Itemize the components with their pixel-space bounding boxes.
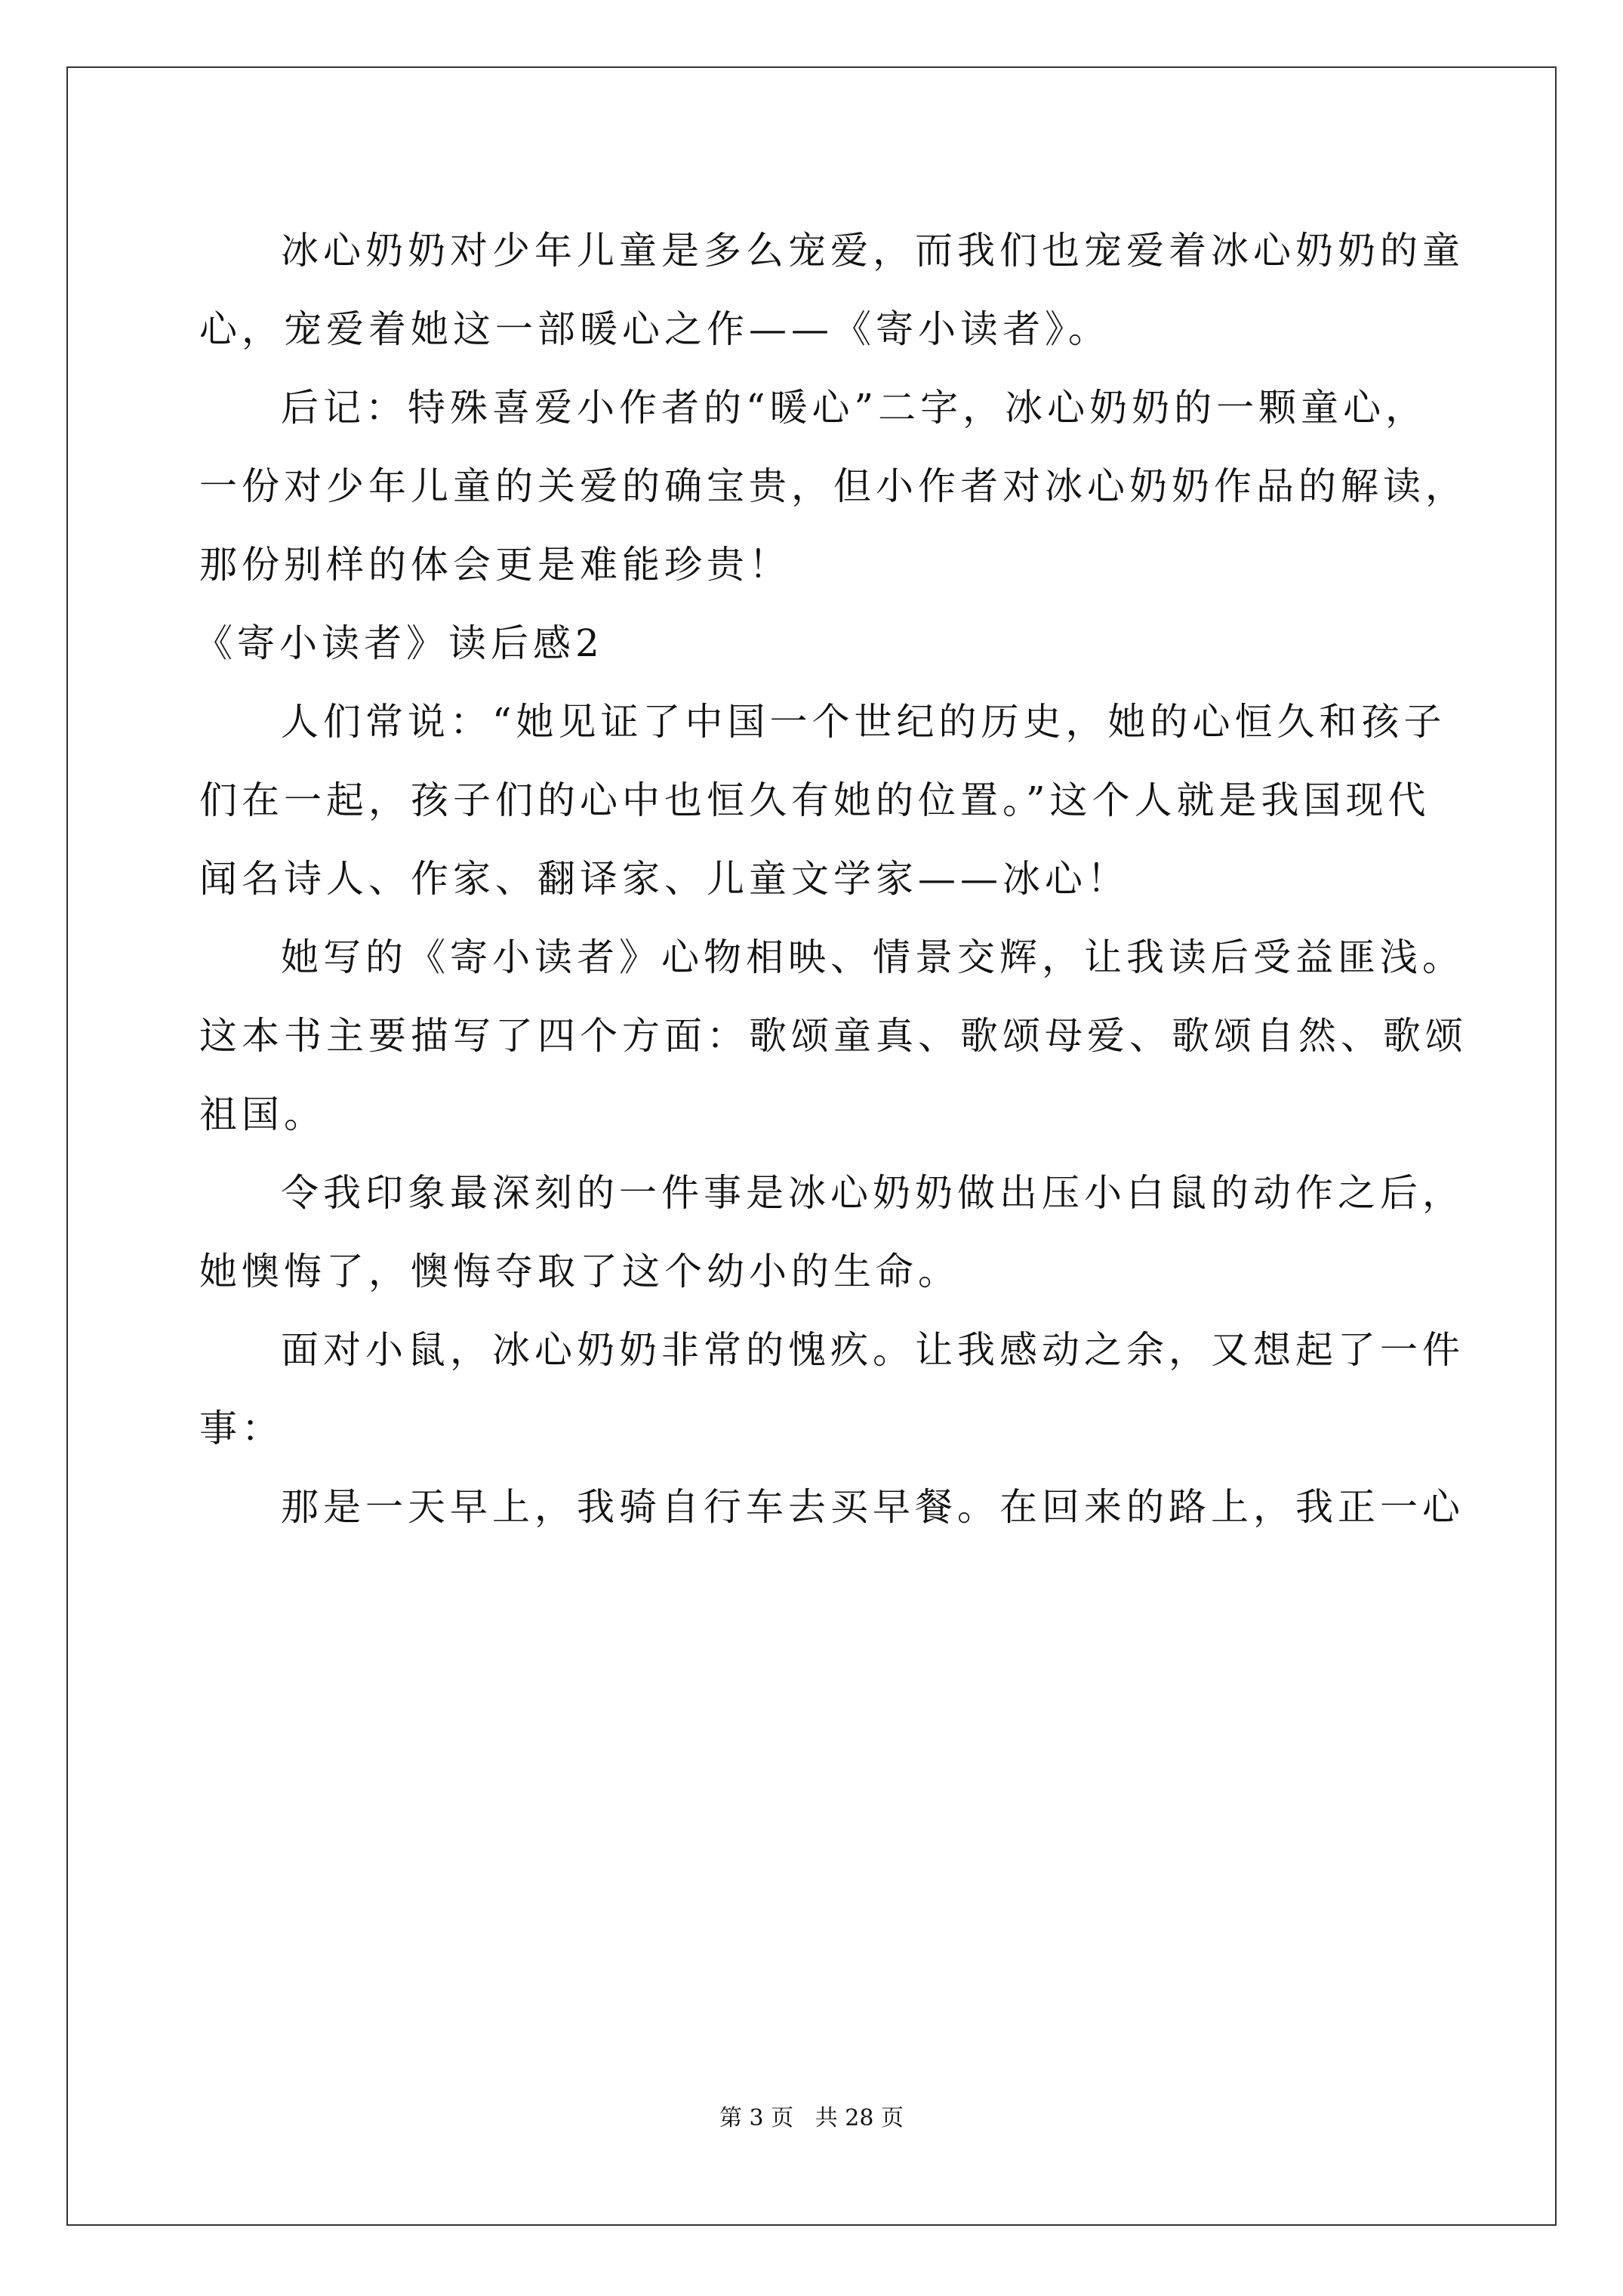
- text-line: 人们常说：“她见证了中国一个世纪的历史，她的心恒久和孩子: [281, 700, 1446, 744]
- text-line: 这本书主要描写了四个方面：歌颂童真、歌颂母爱、歌颂自然、歌颂: [199, 1014, 1467, 1058]
- text-line: 祖国。: [199, 1093, 326, 1136]
- text-line: 闻名诗人、作家、翻译家、儿童文学家——冰心！: [199, 857, 1129, 901]
- text-line: 们在一起，孩子们的心中也恒久有她的位置。”这个人就是我国现代: [199, 778, 1431, 822]
- text-line: 一份对少年儿童的关爱的确宝贵，但小作者对冰心奶奶作品的解读，: [199, 464, 1467, 508]
- document-body: [195, 211, 1467, 1546]
- text-line: 面对小鼠，冰心奶奶非常的愧疚。让我感动之余，又想起了一件: [281, 1328, 1464, 1372]
- page-number-footer: 第 3 页 共 28 页: [719, 2105, 904, 2131]
- text-line: 那份别样的体会更是难能珍贵！: [199, 543, 791, 587]
- text-line: 她懊悔了，懊悔夺取了这个幼小的生命。: [199, 1250, 960, 1293]
- text-line: 后记：特殊喜爱小作者的“暖心”二字，冰心奶奶的一颗童心，: [281, 386, 1428, 430]
- text-line: 冰心奶奶对少年儿童是多么宠爱，而我们也宠爱着冰心奶奶的童: [281, 229, 1464, 273]
- text-line: 心，宠爱着她这一部暖心之作——《寄小读者》。: [199, 307, 1110, 351]
- text-line: 她写的《寄小读者》心物相映、情景交辉，让我读后受益匪浅。: [281, 935, 1464, 979]
- text-line: 事：: [199, 1407, 284, 1450]
- text-line: 令我印象最深刻的一件事是冰心奶奶做出压小白鼠的动作之后，: [281, 1171, 1464, 1215]
- section-heading: 《寄小读者》读后感2: [195, 621, 604, 665]
- text-line: 那是一天早上，我骑自行车去买早餐。在回来的路上，我正一心: [281, 1485, 1464, 1529]
